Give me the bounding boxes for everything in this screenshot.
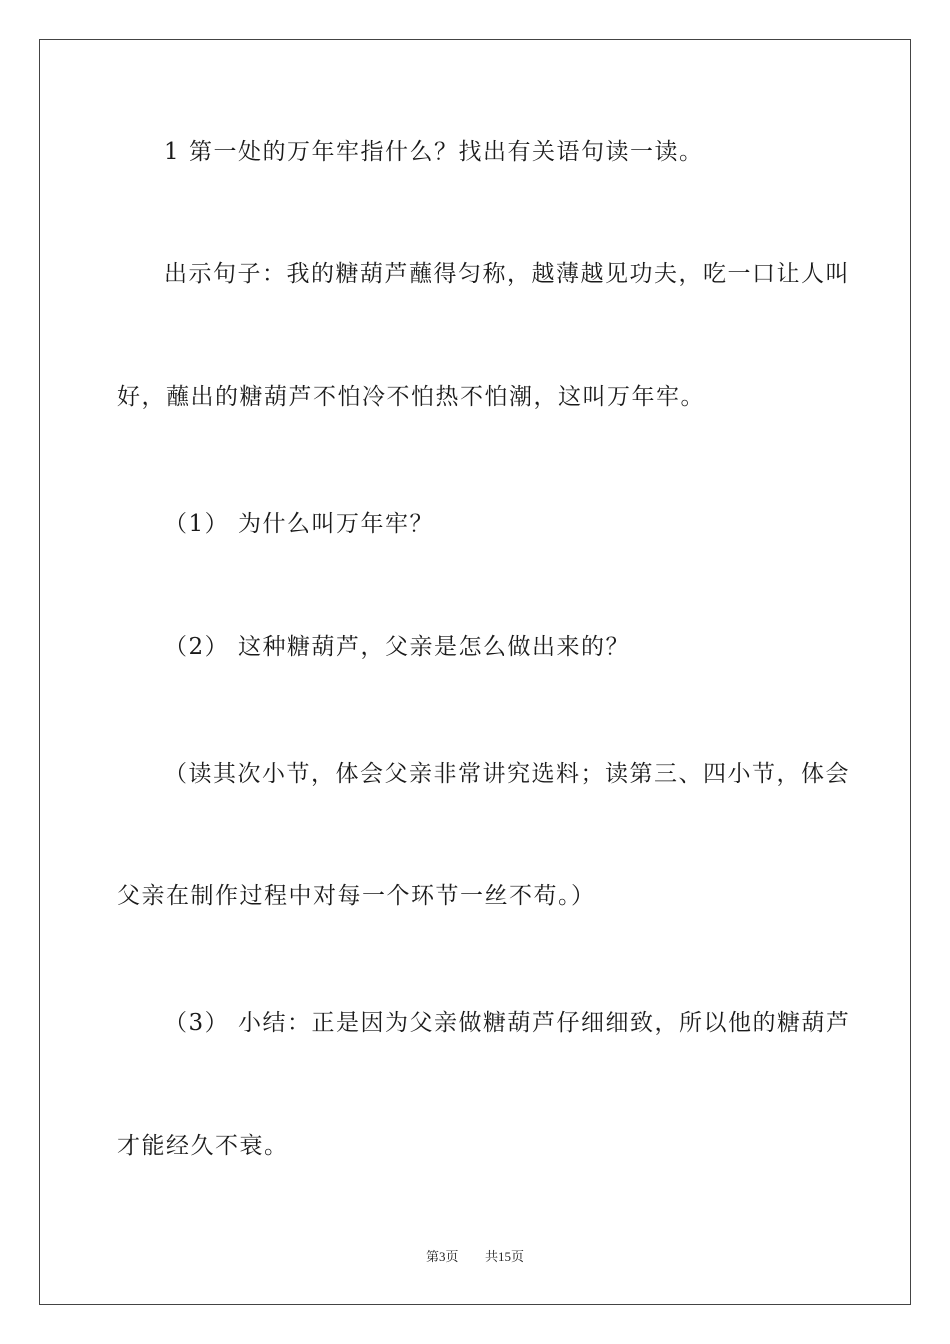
page-footer (0, 1246, 950, 1265)
sub-question-1: （1） 为什么叫万年牢？ (164, 511, 434, 537)
quoted-sentence-line-1: 出示句子：我的糖葫芦蘸得匀称，越薄越见功夫，吃一口让人叫 (164, 261, 850, 287)
quoted-sentence-line-2: 好，蘸出的糖葫芦不怕冷不怕热不怕潮，这叫万年牢。 (117, 384, 705, 410)
sub-question-2: （2） 这种糖葫芦，父亲是怎么做出来的？ (164, 634, 630, 660)
page-total: 共15页 (485, 1249, 525, 1264)
summary-line-1: （3） 小结：正是因为父亲做糖葫芦仔细细致，所以他的糖葫芦 (164, 1010, 851, 1036)
reading-note-line-1: （读其次小节，体会父亲非常讲究选料；读第三、四小节，体会 (164, 761, 850, 787)
page-number: 第3页 (425, 1249, 459, 1264)
reading-note-line-2: 父亲在制作过程中对每一个环节一丝不苟。） (117, 883, 596, 909)
page-border (39, 39, 911, 1305)
summary-line-2: 才能经久不衰。 (117, 1133, 289, 1159)
question-1-line: 1 第一处的万年牢指什么？找出有关语句读一读。 (164, 139, 704, 165)
